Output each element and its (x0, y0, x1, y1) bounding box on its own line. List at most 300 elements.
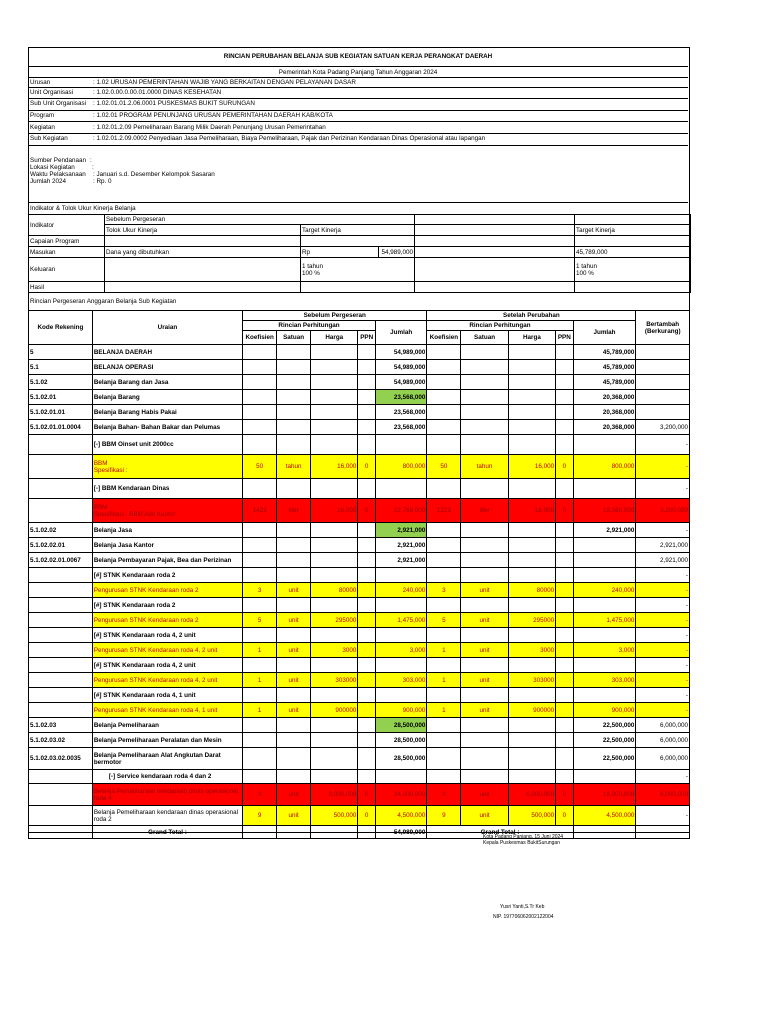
row-jumlah2: 45,789,000 (573, 345, 636, 360)
budget-table (28, 310, 690, 839)
row-uraian (92, 360, 242, 375)
row-k2: 1 (427, 673, 461, 688)
uraian-text: [-] BBM Oinset unit 2000cc (93, 441, 174, 448)
row-selisih (636, 390, 690, 405)
row-h2 (508, 435, 555, 455)
row-k2 (427, 553, 461, 568)
row-selisih: - (636, 658, 690, 673)
row-jumlah2: 45,789,000 (573, 375, 636, 390)
row-p2: 0 (556, 806, 574, 826)
indicator-rp-value: 54,989,000 (379, 247, 415, 258)
row-selisih: 2,921,000 (636, 538, 690, 553)
row-k1 (243, 375, 277, 390)
row-k1 (243, 718, 277, 733)
row-uraian (92, 770, 242, 784)
row-k2: 1 (427, 703, 461, 718)
table-row (29, 748, 690, 770)
row-h1 (311, 598, 358, 613)
row-k2: 5 (427, 613, 461, 628)
row-p2 (556, 598, 574, 613)
row-kode: 5 (29, 345, 93, 360)
row-selisih: 2,921,000 (636, 553, 690, 568)
row-k1 (243, 598, 277, 613)
table-row (29, 538, 690, 553)
row-selisih: 6,000,000 (636, 718, 690, 733)
row-s1 (277, 345, 311, 360)
row-selisih: - (636, 613, 690, 628)
row-uraian (92, 806, 242, 826)
row-uraian (92, 538, 242, 553)
row-k2 (427, 420, 461, 435)
row-s1: unit (277, 643, 311, 658)
row-p1 (358, 703, 376, 718)
row-h1 (311, 479, 358, 499)
divider (28, 66, 688, 67)
grand-total-label: Grand Total : (92, 826, 242, 839)
row-p2 (556, 360, 574, 375)
row-jumlah2: 45,789,000 (573, 360, 636, 375)
row-uraian (92, 733, 242, 748)
row-h2 (508, 345, 555, 360)
row-k2: 9 (427, 806, 461, 826)
row-kode: 5.1.02.03.02 (29, 733, 93, 748)
row-kode: 5.1.02.01 (29, 390, 93, 405)
row-h1 (311, 733, 358, 748)
row-h2: 6,000,000 (508, 784, 555, 806)
row-p1 (358, 420, 376, 435)
row-jumlah: 2,921,000 (375, 553, 426, 568)
row-h1 (311, 688, 358, 703)
row-p1 (358, 658, 376, 673)
row-h1: 500,000 (311, 806, 358, 826)
row-selisih: - (636, 770, 690, 784)
row-kode: 5.1.02.02.01.0067 (29, 553, 93, 568)
row-selisih: - (636, 643, 690, 658)
row-s2 (461, 598, 508, 613)
row-s2 (461, 435, 508, 455)
uraian-text: [-] BBM Kendaraan Dinas (93, 485, 170, 492)
row-p1: 0 (358, 455, 376, 479)
table-row (29, 733, 690, 748)
row-k2 (427, 628, 461, 643)
row-s2 (461, 360, 508, 375)
row-p1 (358, 770, 376, 784)
row-selisih: - (636, 455, 690, 479)
row-p1 (358, 628, 376, 643)
row-k1 (243, 688, 277, 703)
row-kode (29, 806, 93, 826)
row-s1 (277, 568, 311, 583)
uraian-spesifikasi: Spesifikasi : BBM Alat Kantor (93, 510, 176, 518)
row-k2 (427, 360, 461, 375)
row-selisih: 3,200,000 (636, 499, 690, 523)
row-jumlah (375, 598, 426, 613)
row-jumlah2: 19,568,000 (573, 499, 636, 523)
row-s2 (461, 420, 508, 435)
row-h1 (311, 568, 358, 583)
funding-value: : Rp. 0 (93, 178, 112, 185)
uraian-text: Belanja Barang (93, 393, 140, 401)
uraian-text: Pengurusan STNK Kendaraan roda 4, 2 unit (93, 646, 218, 654)
row-h1 (311, 390, 358, 405)
row-jumlah2: 22,500,000 (573, 718, 636, 733)
table-row (29, 703, 690, 718)
row-jumlah: 800,000 (375, 455, 426, 479)
row-jumlah: 28,500,000 (375, 718, 426, 733)
uraian-text: Belanja Bahan- Bahan Bakar dan Pelumas (93, 423, 221, 431)
row-s1: unit (277, 806, 311, 826)
row-jumlah: 1,475,000 (375, 613, 426, 628)
row-p2: 0 (556, 455, 574, 479)
uraian-text: Belanja Barang dan Jasa (93, 378, 169, 386)
row-h2 (508, 360, 555, 375)
row-k1: 5 (243, 613, 277, 628)
row-k1 (243, 733, 277, 748)
row-h1: 16,000 (311, 455, 358, 479)
table-row (29, 598, 690, 613)
row-p2 (556, 435, 574, 455)
row-jumlah: 240,000 (375, 583, 426, 598)
row-uraian (92, 673, 242, 688)
row-k2: 3 (427, 583, 461, 598)
row-h1 (311, 748, 358, 770)
row-p2 (556, 613, 574, 628)
uraian-text: Pengurusan STNK Kendaraan roda 2 (93, 586, 199, 594)
row-p2 (556, 718, 574, 733)
row-s1: unit (277, 613, 311, 628)
row-selisih: - (636, 479, 690, 499)
row-h2: 16,000 (508, 499, 555, 523)
header-kode: Kode Rekening (29, 311, 93, 345)
header-harga-after: Harga (508, 331, 555, 345)
row-selisih: - (636, 806, 690, 826)
row-uraian (92, 598, 242, 613)
row-p2 (556, 523, 574, 538)
row-k2 (427, 390, 461, 405)
indicator-hasil: Hasil (29, 282, 105, 293)
row-k1 (243, 628, 277, 643)
row-kode (29, 688, 93, 703)
row-s2: unit (461, 673, 508, 688)
row-s2 (461, 748, 508, 770)
uraian-text: [#] STNK Kendaraan roda 2 (93, 601, 176, 609)
row-s1 (277, 733, 311, 748)
row-h2 (508, 479, 555, 499)
row-uraian (92, 658, 242, 673)
row-p2 (556, 420, 574, 435)
row-h1 (311, 553, 358, 568)
row-k1 (243, 538, 277, 553)
row-p2: 0 (556, 499, 574, 523)
row-jumlah2 (573, 435, 636, 455)
row-jumlah2: 2,921,000 (573, 523, 636, 538)
row-p1: 0 (358, 499, 376, 523)
row-s2 (461, 733, 508, 748)
row-kode: 5.1.02.01.01.0004 (29, 420, 93, 435)
row-uraian (92, 479, 242, 499)
row-s1 (277, 420, 311, 435)
row-jumlah: 23,568,000 (375, 390, 426, 405)
row-jumlah2: 4,500,000 (573, 806, 636, 826)
row-selisih: - (636, 703, 690, 718)
row-h1 (311, 718, 358, 733)
row-k1 (243, 748, 277, 770)
row-selisih: 6,000,000 (636, 784, 690, 806)
info-value: : 1.02.01.01.2.06.0001 PUSKESMAS BUKIT SURUNGAN (93, 100, 255, 107)
row-p2 (556, 479, 574, 499)
row-selisih (636, 360, 690, 375)
row-kode (29, 703, 93, 718)
row-kode: 5.1.02 (29, 375, 93, 390)
row-selisih: - (636, 598, 690, 613)
row-uraian (92, 499, 242, 523)
row-s2: unit (461, 643, 508, 658)
row-k1: 9 (243, 806, 277, 826)
row-s2: unit (461, 806, 508, 826)
row-uraian (92, 435, 242, 455)
uraian-text: [#] STNK Kendaraan roda 4, 2 unit (93, 661, 196, 669)
row-selisih: - (636, 568, 690, 583)
funding-label: Waktu Pelaksanaan (30, 171, 86, 178)
row-s1: unit (277, 673, 311, 688)
row-s1 (277, 718, 311, 733)
table-row (29, 345, 690, 360)
uraian-text: [#] STNK Kendaraan roda 2 (93, 571, 176, 579)
table-row (29, 568, 690, 583)
row-k1: 1 (243, 643, 277, 658)
row-s1 (277, 479, 311, 499)
row-selisih (636, 405, 690, 420)
row-jumlah2: 18,000,000 (573, 784, 636, 806)
keluaran-duration-after: 1 tahun (576, 262, 598, 270)
header-koefisien: Koefisien (243, 331, 277, 345)
uraian-text: Pengurusan STNK Kendaraan roda 4, 1 unit (93, 706, 218, 714)
header-setelah: Setelah Perubahan (427, 311, 636, 321)
grand-total-row (29, 826, 690, 839)
row-h2: 295000 (508, 613, 555, 628)
row-k2: 3 (427, 784, 461, 806)
row-kode (29, 673, 93, 688)
info-value: : 1.02 URUSAN PEMERINTAHAN WAJIB YANG BERKAITAN DENGAN PELAYANAN DASAR (93, 79, 356, 86)
row-p1 (358, 553, 376, 568)
row-uraian (92, 748, 242, 770)
row-s1 (277, 553, 311, 568)
row-h1: 3000 (311, 643, 358, 658)
info-label: Program (30, 112, 55, 119)
divider (28, 145, 688, 146)
row-kode (29, 770, 93, 784)
row-p1 (358, 435, 376, 455)
row-jumlah2: 20,368,000 (573, 420, 636, 435)
row-h2 (508, 718, 555, 733)
row-jumlah2 (573, 598, 636, 613)
info-value: : 1.02.01 PROGRAM PENUNJANG URUSAN PEMERINTAHAN DAERAH KAB/KOTA (93, 112, 333, 119)
row-h1: 295000 (311, 613, 358, 628)
header-bertambah: Bertambah (Berkurang) (636, 311, 690, 345)
table-row (29, 643, 690, 658)
row-kode: 5.1.02.03 (29, 718, 93, 733)
row-h2 (508, 748, 555, 770)
row-p1 (358, 375, 376, 390)
row-uraian (92, 643, 242, 658)
row-selisih: - (636, 523, 690, 538)
indicator-title: Indikator & Tolok Ukur Kinerja Belanja (30, 205, 136, 212)
row-selisih: 6,000,000 (636, 733, 690, 748)
row-jumlah2: 22,500,000 (573, 748, 636, 770)
row-kode (29, 499, 93, 523)
row-jumlah: 3,000 (375, 643, 426, 658)
row-p1 (358, 390, 376, 405)
row-jumlah2: 3,000 (573, 643, 636, 658)
row-h2 (508, 688, 555, 703)
funding-label: Sumber Pendanaan (30, 157, 87, 164)
uraian-text: Belanja Jasa Kantor (93, 541, 155, 549)
row-k1 (243, 568, 277, 583)
row-jumlah (375, 628, 426, 643)
row-s2 (461, 658, 508, 673)
row-kode: 5.1.02.03.02.0035 (29, 748, 93, 770)
row-h2 (508, 568, 555, 583)
row-kode: 5.1.02.02.01 (29, 538, 93, 553)
row-uraian (92, 420, 242, 435)
row-s1 (277, 375, 311, 390)
row-jumlah2 (573, 538, 636, 553)
row-s1: unit (277, 784, 311, 806)
row-p2 (556, 733, 574, 748)
row-kode (29, 658, 93, 673)
indicator-masukan: Masukan (29, 247, 105, 258)
row-h1: 16,000 (311, 499, 358, 523)
info-label: Sub Kegiatan (30, 135, 68, 142)
row-h1 (311, 538, 358, 553)
row-kode (29, 598, 93, 613)
table-row (29, 435, 690, 455)
row-k2 (427, 538, 461, 553)
row-uraian (92, 688, 242, 703)
table-row (29, 523, 690, 538)
keluaran-duration: 1 tahun (302, 262, 324, 270)
table-row (29, 806, 690, 826)
uraian-text: BBM (93, 459, 108, 467)
table-row (29, 770, 690, 784)
funding-value: : (92, 164, 94, 171)
info-label: Sub Unit Organisasi (30, 100, 86, 107)
info-value: : 1.02.01.2.09.0002 Penyediaan Jasa Pemeliharaan, Biaya Pemeliharaan, Pajak dan Perizinan Kendaraan Dinas Operasional atau lapangan (93, 135, 486, 142)
row-h1 (311, 345, 358, 360)
row-k2 (427, 568, 461, 583)
report-title: RINCIAN PERUBAHAN BELANJA SUB KEGIATAN SATUAN KERJA PERANGKAT DAERAH (223, 53, 493, 60)
row-p2 (556, 658, 574, 673)
row-jumlah: 54,989,000 (375, 345, 426, 360)
row-p1 (358, 598, 376, 613)
row-s1 (277, 405, 311, 420)
row-jumlah: 28,500,000 (375, 748, 426, 770)
indicator-before: Sebelum Pergeseran (105, 215, 415, 225)
row-uraian (92, 553, 242, 568)
row-k2 (427, 375, 461, 390)
row-k2 (427, 748, 461, 770)
info-value: : 1.02.01.2.09 Pemeliharaan Barang Milik Daerah Penunjang Urusan Pemerintahan (93, 124, 326, 131)
uraian-text: BELANJA DAERAH (93, 348, 153, 356)
row-h1: 303000 (311, 673, 358, 688)
table-row (29, 673, 690, 688)
row-p1 (358, 733, 376, 748)
header-jumlah-after: Jumlah (573, 321, 636, 345)
row-h1: 80000 (311, 583, 358, 598)
table-row (29, 479, 690, 499)
row-k1 (243, 390, 277, 405)
row-p2 (556, 628, 574, 643)
row-jumlah2: 240,000 (573, 583, 636, 598)
uraian-text: BBM (93, 503, 108, 511)
row-h2: 16,000 (508, 455, 555, 479)
row-s2 (461, 718, 508, 733)
row-jumlah: 54,989,000 (375, 360, 426, 375)
row-jumlah: 24,000,000 (375, 784, 426, 806)
row-h2: 900000 (508, 703, 555, 718)
uraian-text: [-] Service kendaraan roda 4 dan 2 (108, 773, 212, 780)
row-h2 (508, 375, 555, 390)
row-p1 (358, 688, 376, 703)
table-row (29, 405, 690, 420)
row-jumlah2 (573, 479, 636, 499)
row-jumlah (375, 688, 426, 703)
row-kode: 5.1.02.01.01 (29, 405, 93, 420)
row-k1: 1423 (243, 499, 277, 523)
row-jumlah: 22,768,000 (375, 499, 426, 523)
row-p1 (358, 523, 376, 538)
row-p2 (556, 748, 574, 770)
funding-value: : (90, 157, 92, 164)
row-s2 (461, 538, 508, 553)
row-uraian (92, 628, 242, 643)
keluaran-percent: 100 % (302, 269, 320, 277)
grand-total-label-after: Grand Total : (427, 826, 573, 839)
row-p1: 0 (358, 784, 376, 806)
row-jumlah: 2,921,000 (375, 538, 426, 553)
row-p1 (358, 360, 376, 375)
row-kode (29, 628, 93, 643)
row-jumlah (375, 435, 426, 455)
row-s2 (461, 628, 508, 643)
row-s1 (277, 688, 311, 703)
row-k2 (427, 345, 461, 360)
row-h1 (311, 523, 358, 538)
signature-name: Yusri Yanti,S.Tr Keb (500, 904, 545, 910)
row-s2 (461, 375, 508, 390)
row-s1 (277, 435, 311, 455)
row-h2: 80000 (508, 583, 555, 598)
row-uraian (92, 390, 242, 405)
row-p1 (358, 643, 376, 658)
row-uraian (92, 345, 242, 360)
row-k1 (243, 523, 277, 538)
row-jumlah2 (573, 553, 636, 568)
row-selisih (636, 375, 690, 390)
keluaran-percent-after: 100 % (576, 269, 594, 277)
indicator-table (28, 214, 691, 293)
row-p2 (556, 553, 574, 568)
row-s2: tahun (461, 455, 508, 479)
rincian-title: Rincian Pergeseran Anggaran Belanja Sub Kegiatan (30, 298, 177, 305)
row-h2 (508, 538, 555, 553)
row-p2 (556, 688, 574, 703)
table-row (29, 360, 690, 375)
row-p1 (358, 583, 376, 598)
row-jumlah2: 20,368,000 (573, 390, 636, 405)
row-p1 (358, 718, 376, 733)
row-s2 (461, 390, 508, 405)
